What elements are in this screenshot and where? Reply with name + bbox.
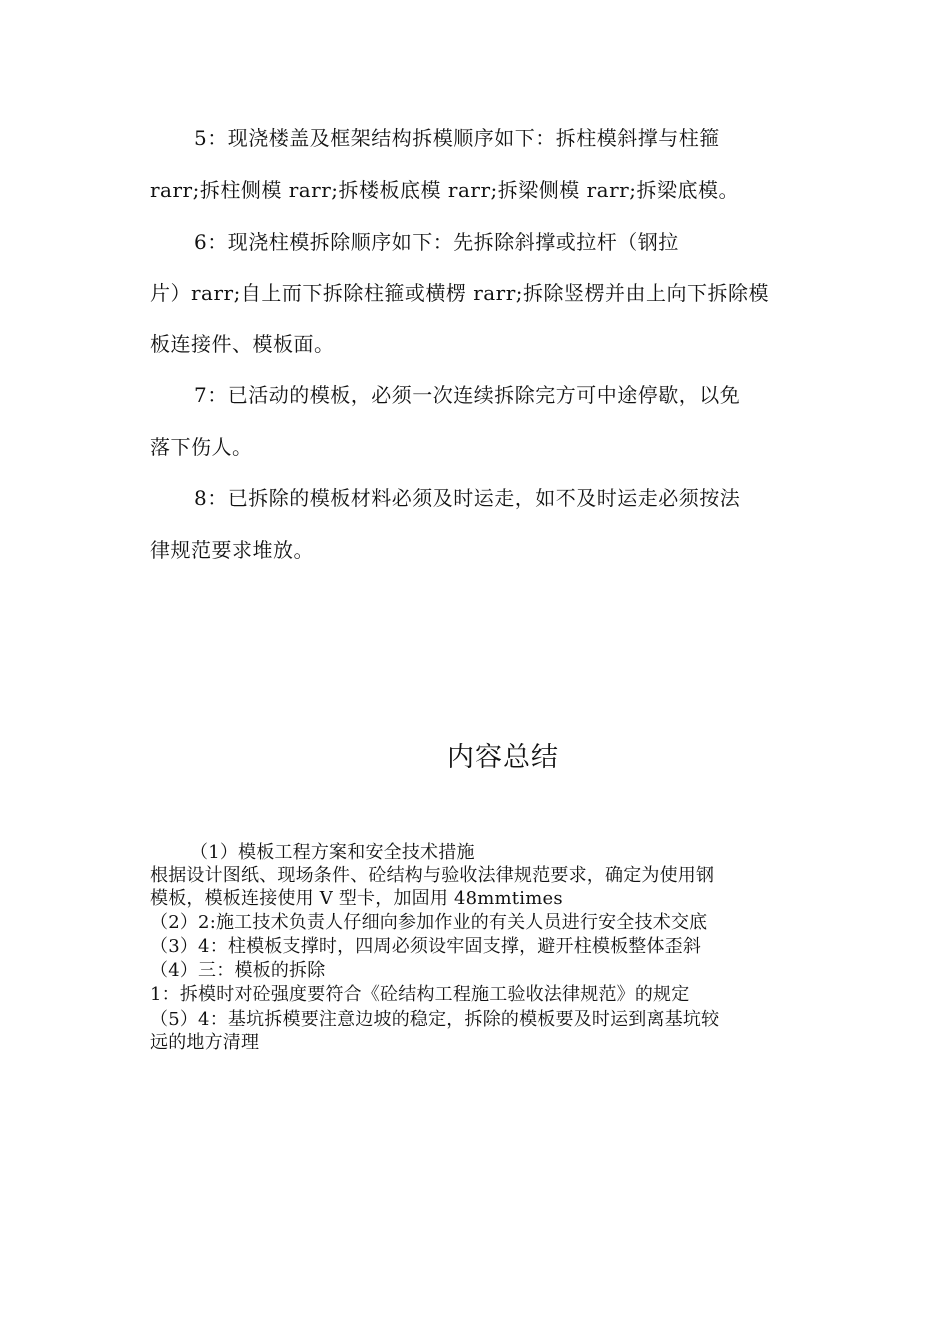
paragraph-5-line-1: 5：现浇楼盖及框架结构拆模顺序如下：拆柱模斜撑与柱箍 (194, 126, 720, 150)
paragraph-6-line-1: 6：现浇柱模拆除顺序如下：先拆除斜撑或拉杆（钢拉 (194, 230, 679, 254)
paragraph-8-line-2: 律规范要求堆放。 (150, 538, 314, 562)
summary-line-6: （4）三：模板的拆除 (150, 960, 326, 981)
paragraph-7-line-2: 落下伤人。 (150, 435, 253, 459)
summary-line-7: 1：拆模时对砼强度要符合《砼结构工程施工验收法律规范》的规定 (150, 984, 690, 1005)
summary-line-2: 根据设计图纸、现场条件、砼结构与验收法律规范要求，确定为使用钢 (150, 865, 715, 886)
summary-line-9: 远的地方清理 (150, 1032, 260, 1053)
summary-line-3: 模板，模板连接使用 V 型卡，加固用 48mmtimes (150, 888, 563, 909)
paragraph-6-line-2: 片）rarr;自上而下拆除柱箍或横楞 rarr;拆除竖楞并由上向下拆除模 (150, 281, 770, 305)
summary-line-1: （1）模板工程方案和安全技术措施 (190, 842, 475, 863)
paragraph-8-line-1: 8：已拆除的模板材料必须及时运走，如不及时运走必须按法 (194, 486, 741, 510)
paragraph-5-line-2: rarr;拆柱侧模 rarr;拆楼板底模 rarr;拆梁侧模 rarr;拆梁底模。 (150, 178, 739, 202)
summary-line-4: （2）2:施工技术负责人仔细向参加作业的有关人员进行安全技术交底 (150, 912, 708, 933)
summary-line-5: （3）4：柱模板支撑时，四周必须设牢固支撑，避开柱模板整体歪斜 (150, 936, 702, 957)
paragraph-6-line-3: 板连接件、模板面。 (150, 332, 335, 356)
summary-title: 内容总结 (447, 742, 559, 773)
summary-line-8: （5）4：基坑拆模要注意边坡的稳定，拆除的模板要及时运到离基坑较 (150, 1009, 720, 1030)
paragraph-7-line-1: 7：已活动的模板，必须一次连续拆除完方可中途停歇，以免 (194, 383, 741, 407)
